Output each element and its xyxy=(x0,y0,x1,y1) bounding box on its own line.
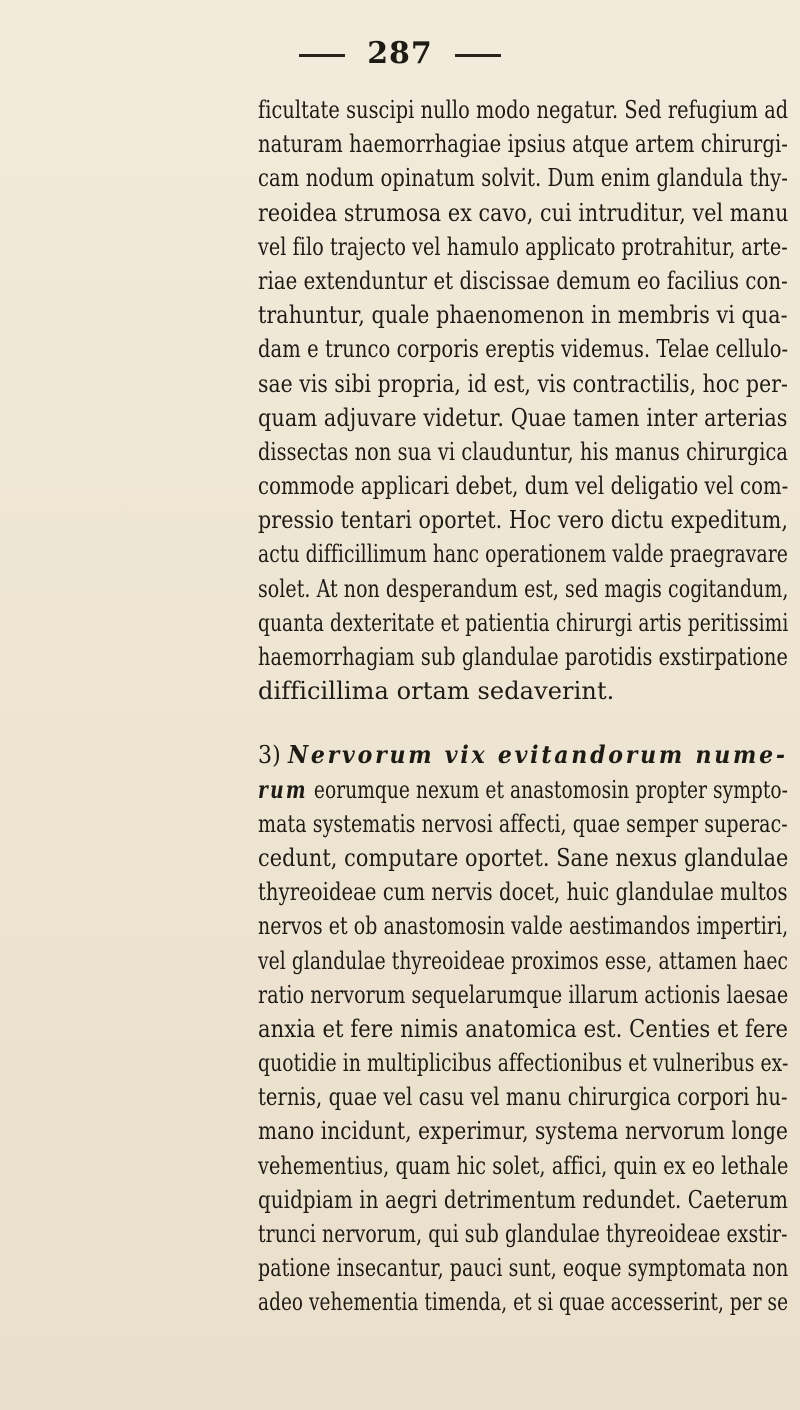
paragraph-gap xyxy=(258,708,788,738)
paragraph-1-line: quanta dexteritate et patientia chirurgi artis peritissimi xyxy=(258,608,789,637)
section-3-lines xyxy=(258,807,788,1320)
section-heading-continued: rum xyxy=(258,774,308,804)
header-rule-left xyxy=(299,54,345,57)
header-rule-right xyxy=(455,54,501,57)
paragraph-1-line: difficillima ortam sedaverint. xyxy=(258,677,615,706)
section-3-line: ratio nervorum sequelarumque illarum actionis laesae xyxy=(258,980,789,1009)
paragraph-1 xyxy=(258,93,788,708)
section-3-line: vel glandulae thyreoideae proximos esse, attamen haec xyxy=(258,946,789,975)
section-number: 3) xyxy=(258,741,281,770)
section-3-line: anxia et fere nimis anatomica est. Centies et fere xyxy=(258,1014,789,1043)
paragraph-1-line: quam adjuvare videtur. Quae tamen inter arterias xyxy=(258,403,788,432)
paragraph-1-line: dissectas non sua vi clauduntur, his manus chirurgica xyxy=(258,437,789,466)
section-3-line: quidpiam in aegri detrimentum redundet. Caeterum xyxy=(258,1185,789,1214)
page-header xyxy=(0,18,800,88)
paragraph-1-line: actu difficillimum hanc operationem valde praegravare xyxy=(258,540,788,569)
paragraph-1-line: cam nodum opinatum solvit. Dum enim glandula thy- xyxy=(258,164,788,193)
section-3-line: ternis, quae vel casu vel manu chirurgica corpori hu- xyxy=(258,1083,788,1112)
section-3-heading-line xyxy=(258,738,788,772)
paragraph-1-line: haemorrhagiam sub glandulae parotidis exstirpatione xyxy=(258,643,788,671)
section-3-line: thyreoideae cum nervis docet, huic glandulae multos xyxy=(258,878,788,907)
section-3-line: patione insecantur, pauci sunt, eoque symptomata non xyxy=(258,1254,789,1283)
paragraph-1-line: reoidea strumosa ex cavo, cui intruditur, vel manu xyxy=(258,198,789,227)
paragraph-1-line: commode applicari debet, dum vel deligatio vel com- xyxy=(258,472,789,501)
page-number: 287 xyxy=(367,35,433,71)
paragraph-1-line: naturam haemorrhagiae ipsius atque artem chirurgi- xyxy=(258,130,788,159)
section-3-line: adeo vehementia timenda, et si quae accesserint, per se xyxy=(258,1288,789,1317)
section-3-line: mano incidunt, experimur, systema nervorum longe xyxy=(258,1117,788,1146)
section-3-line: trunci nervorum, qui sub glandulae thyreoideae exstir- xyxy=(258,1220,788,1248)
section-3-line-1 xyxy=(258,773,789,807)
paragraph-1-line: vel filo trajecto vel hamulo applicato protrahitur, arte- xyxy=(258,232,788,261)
section-3-line-1-text: eorumque nexum et anastomosin propter sympto- xyxy=(307,775,789,804)
section-3-line: nervos et ob anastomosin valde aestimandos impertiri, xyxy=(258,912,789,941)
section-3-line: cedunt, computare oportet. Sane nexus glandulae xyxy=(258,843,789,872)
paragraph-1-line: ficultate suscipi nullo modo negatur. Sed refugium ad xyxy=(258,96,789,124)
section-3-line: mata systematis nervosi affecti, quae semper superac- xyxy=(258,809,788,838)
paragraph-1-line: dam e trunco corporis ereptis videmus. Telae cellulo- xyxy=(258,335,789,364)
body-text xyxy=(258,93,788,1320)
section-heading: Nervorum vix evitandorum nume- xyxy=(287,740,788,770)
paragraph-1-line: sae vis sibi propria, id est, vis contractilis, hoc per- xyxy=(258,369,788,398)
section-3-line: vehementius, quam hic solet, affici, quin ex eo lethale xyxy=(258,1151,789,1180)
paragraph-1-line: riae extenduntur et discissae demum eo facilius con- xyxy=(258,266,788,295)
paragraph-1-line: solet. At non desperandum est, sed magis cogitandum, xyxy=(258,574,789,603)
paragraph-1-line: trahuntur, quale phaenomenon in membris vi qua- xyxy=(258,301,788,330)
section-3 xyxy=(258,738,788,1319)
paragraph-1-line: pressio tentari oportet. Hoc vero dictu expeditum, xyxy=(258,506,789,535)
section-3-line: quotidie in multiplicibus affectionibus et vulneribus ex- xyxy=(258,1049,789,1078)
